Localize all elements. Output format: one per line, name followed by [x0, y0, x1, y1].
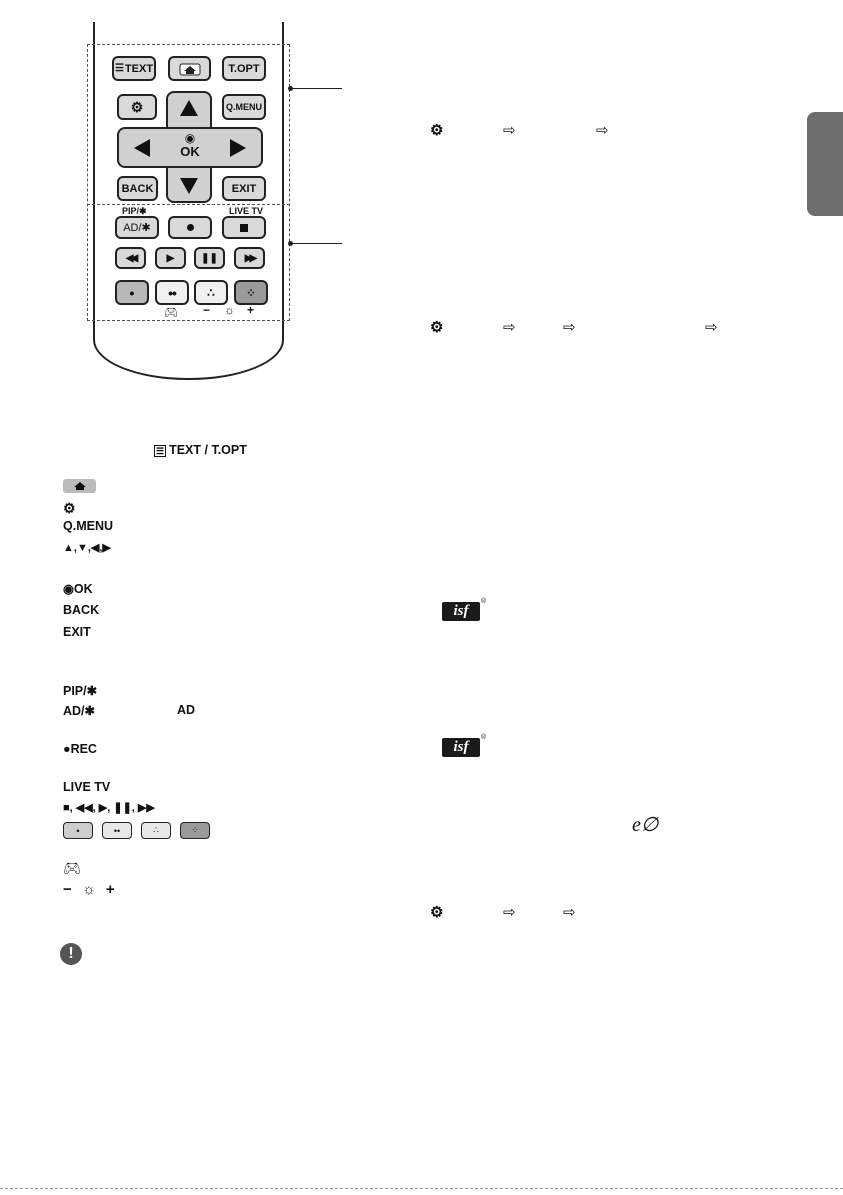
four-dot-icon: ⁘: [245, 285, 257, 300]
yellow-button[interactable]: [194, 280, 228, 305]
legend-playback: ■, ◀◀, ▶, ❚❚, ▶▶: [63, 802, 155, 814]
legend-qmenu: Q.MENU: [63, 519, 113, 533]
pip-label: PIP/✱: [122, 206, 147, 216]
brightness-icon: ☼: [81, 881, 96, 898]
live-tv-button[interactable]: [222, 216, 266, 239]
two-dot-icon: ••: [168, 284, 176, 301]
legend-exit: EXIT: [63, 625, 91, 639]
legend-ok: ◉OK: [63, 582, 93, 596]
ok-circle-icon: ◉: [184, 131, 196, 145]
ok-circle-icon: ◉: [63, 582, 74, 596]
topt-button[interactable]: T.OPT: [222, 56, 266, 81]
down-arrow-icon: [180, 178, 198, 194]
play-button[interactable]: [155, 247, 186, 269]
gamepad-icon: 🎮︎: [164, 307, 178, 319]
open-arrow-icon: ⇨: [503, 904, 516, 921]
callout-line-2: [292, 243, 342, 244]
legend-livetv: LIVE TV: [63, 780, 111, 794]
record-dot-icon: ●: [63, 742, 71, 756]
right-arrow-icon: [230, 139, 246, 157]
up-arrow-icon: [180, 100, 198, 116]
legend-arrows: ▲,▼,◀,▶: [63, 542, 111, 554]
red-button[interactable]: [115, 280, 149, 305]
up-button[interactable]: [169, 92, 209, 124]
text-button[interactable]: ☰ TEXT: [112, 56, 156, 81]
left-arrow-icon: [134, 139, 150, 157]
isf-registered-mark: ®: [481, 734, 487, 741]
open-arrow-icon: ⇨: [563, 904, 576, 921]
open-arrow-icon: ⇨: [503, 122, 516, 139]
blue-button[interactable]: [234, 280, 268, 305]
back-button[interactable]: BACK: [117, 176, 158, 201]
gear-icon: ⚙: [430, 904, 444, 921]
legend-color-buttons: [63, 822, 210, 839]
legend-ad: AD/✱: [63, 704, 96, 718]
pause-button[interactable]: [194, 247, 225, 269]
three-dot-icon: ∴: [207, 285, 215, 300]
text-list-icon: ☰: [114, 63, 124, 74]
gear-icon: ⚙: [130, 98, 144, 115]
right-button[interactable]: [215, 129, 260, 166]
ad-button[interactable]: AD/✱: [115, 216, 159, 239]
callout-line-1: [292, 88, 342, 89]
isf-registered-mark: ®: [481, 598, 487, 605]
one-dot-icon: •: [63, 822, 93, 839]
exit-button[interactable]: EXIT: [222, 176, 266, 201]
green-button[interactable]: [155, 280, 189, 305]
settings-button[interactable]: [117, 94, 157, 120]
one-dot-icon: •: [129, 284, 135, 301]
eco-icon: e∅: [632, 814, 659, 836]
home-icon: [179, 62, 201, 76]
text-list-icon: ☰: [156, 446, 165, 456]
stop-icon: [240, 224, 248, 232]
open-arrow-icon: ⇨: [596, 122, 609, 139]
legend-pip: PIP/✱: [63, 684, 98, 698]
record-button[interactable]: [168, 216, 212, 239]
two-dot-icon: ••: [102, 822, 132, 839]
down-button[interactable]: [169, 170, 209, 202]
open-arrow-icon: ⇨: [705, 319, 718, 336]
livetv-label: LIVE TV: [229, 206, 264, 216]
legend-ad-word: AD: [177, 703, 196, 717]
remote-dashed-divider: [87, 204, 290, 205]
qmenu-button[interactable]: Q.MENU: [222, 94, 266, 120]
isf-logo: isf: [442, 738, 480, 757]
gear-icon: ⚙: [430, 122, 444, 139]
page-bottom-rule: [0, 1188, 843, 1189]
rewind-icon: ◀◀: [125, 252, 136, 264]
gamepad-icon: 🎮︎: [63, 860, 81, 876]
home-icon: [63, 479, 96, 493]
open-arrow-icon: ⇨: [563, 319, 576, 336]
gear-icon: ⚙: [63, 500, 76, 516]
isf-logo: isf: [442, 602, 480, 621]
home-button[interactable]: [168, 56, 211, 81]
brightness-icon: ☼: [224, 303, 235, 317]
legend-text-topt: ☰ TEXT / T.OPT: [156, 443, 247, 457]
language-tab: [807, 112, 843, 216]
gear-icon: ⚙: [430, 319, 444, 336]
plus-sign: +: [247, 303, 255, 317]
note-icon: !: [60, 943, 82, 965]
ok-button[interactable]: ◉ OK: [180, 131, 200, 159]
pause-icon: ❚❚: [201, 252, 218, 264]
four-dot-icon: ⁘: [180, 822, 210, 839]
legend-rec: ●REC: [63, 742, 97, 756]
rewind-button[interactable]: [115, 247, 146, 269]
three-dot-icon: ∴: [141, 822, 171, 839]
legend-back: BACK: [63, 603, 100, 617]
legend-brightness: − ☼ +: [63, 881, 115, 898]
record-dot-icon: [187, 224, 194, 231]
fast-forward-button[interactable]: [234, 247, 265, 269]
minus-sign: −: [203, 303, 211, 317]
fast-forward-icon: ▶▶: [244, 252, 255, 264]
play-icon: ▶: [166, 252, 175, 264]
open-arrow-icon: ⇨: [503, 319, 516, 336]
left-button[interactable]: [119, 129, 164, 166]
